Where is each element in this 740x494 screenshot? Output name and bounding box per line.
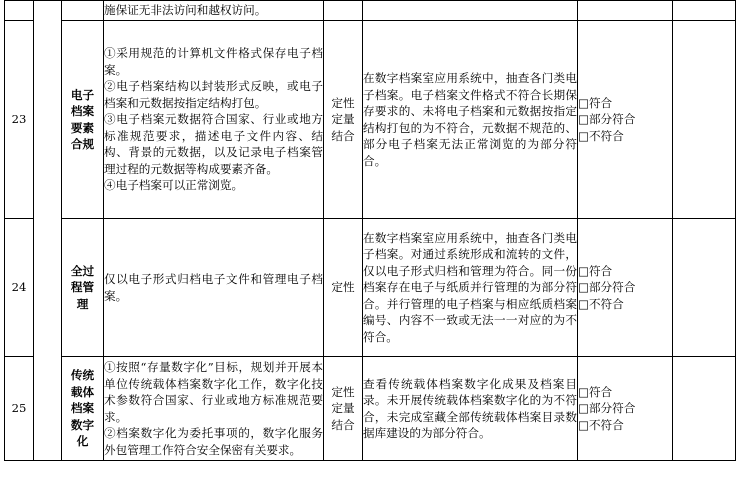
method-text: 定量 — [331, 401, 355, 416]
checkbox-nonconform[interactable]: □不符合 — [578, 417, 624, 432]
row-number-cell: 24 — [5, 219, 34, 357]
item-text: 档案 — [70, 104, 95, 118]
item-text: 载体 — [70, 384, 95, 399]
result-cell — [578, 1, 673, 21]
requirement-text: ②档案数字化为委托事项的，数字化服务外包管理工作符合安全保密有关要求。 — [104, 426, 323, 457]
requirement-cell — [104, 219, 324, 357]
evaluation-cell — [363, 1, 578, 21]
requirement-cell — [104, 1, 324, 21]
result-cell — [578, 357, 673, 461]
checkbox-nonconform[interactable]: □不符合 — [578, 296, 624, 311]
method-text: 定性 — [331, 384, 355, 399]
item-cell — [62, 1, 104, 21]
score-cell — [673, 219, 736, 357]
requirement-text: ③电子档案元数据符合国家、行业或地方标准规范要求，描述电子文件内容、结构、背景的元数据，以及记录电子档案管理过程的元数据等构成要素齐备。 — [104, 112, 323, 176]
method-cell — [324, 357, 363, 461]
evaluation-cell — [363, 219, 578, 357]
table-row-23 — [5, 21, 736, 219]
row-number-cell: 25 — [5, 357, 34, 461]
requirement-cell — [104, 21, 324, 219]
checkbox-conform[interactable]: □符合 — [578, 95, 613, 110]
score-cell — [673, 357, 736, 461]
item-text: 理 — [76, 296, 89, 311]
requirement-text: ①采用规范的计算机文件格式保存电子档案。 — [104, 46, 323, 77]
table-row-25 — [5, 357, 736, 461]
method-cell — [324, 1, 363, 21]
score-cell — [673, 21, 736, 219]
item-text: 档案 — [70, 401, 95, 416]
item-text: 传统 — [70, 368, 95, 383]
evaluation-cell — [363, 357, 578, 461]
evaluation-text: 查看传统载体档案数字化成果及档案目录。未开展传统载体档案数字化的为不符合，未完成室藏全部传统载体档案目录数据库建设的为部分符合。 — [363, 376, 577, 440]
evaluation-cell — [363, 21, 578, 219]
item-text: 合规 — [70, 137, 95, 151]
method-text: 定量 — [331, 112, 355, 127]
checkbox-partial-conform[interactable]: □部分符合 — [578, 112, 636, 127]
method-text: 结合 — [331, 417, 355, 432]
item-text: 程管 — [70, 280, 95, 295]
item-text: 数字 — [70, 417, 95, 432]
requirement-cell — [104, 357, 324, 461]
item-text: 全过 — [70, 263, 95, 278]
row-number-cell: 23 — [5, 21, 34, 219]
item-cell — [62, 219, 104, 357]
checkbox-conform[interactable]: □符合 — [578, 263, 613, 278]
method-text: 定性 — [331, 280, 355, 295]
requirement-text: ④电子档案可以正常浏览。 — [104, 178, 244, 193]
requirement-text: 仅以电子形式归档电子文件和管理电子档案。 — [104, 272, 323, 303]
checkbox-partial-conform[interactable]: □部分符合 — [578, 401, 636, 416]
evaluation-text: 在数字档案室应用系统中，抽查各门类电子档案。电子档案文件格式不符合长期保存要求的、未将电子档案和元数据按指定结构打包的为不符合，元数据不规范的、部分电子档案无法正常浏览的为部分符合。 — [363, 71, 577, 168]
method-cell — [324, 21, 363, 219]
method-text: 定性 — [331, 95, 355, 110]
evaluation-text: 在数字档案室应用系统中，抽查各门类电子档案。对通过系统形成和流转的文件，仅以电子形式归档和管理为符合。同一份档案存在电子与纸质并行管理的为部分符合。并行管理的电子档案与相应纸质档案编号、内容不一致或无法一一对应的为不符合。 — [363, 230, 577, 344]
requirement-text: ②电子档案结构以封装形式反映，或电子档案和元数据按指定结构打包。 — [104, 79, 323, 110]
checkbox-conform[interactable]: □符合 — [578, 384, 613, 399]
table-row-24 — [5, 219, 736, 357]
checkbox-partial-conform[interactable]: □部分符合 — [578, 280, 636, 295]
table-row-carry-over — [5, 1, 736, 21]
item-text: 电子 — [70, 87, 95, 102]
result-cell — [578, 21, 673, 219]
item-text: 化 — [76, 434, 89, 449]
category-cell — [34, 1, 62, 461]
requirement-text: ①按照“存量数字化”目标，规划并开展本单位传统载体档案数字化工作，数字化技术参数符合国家、行业或地方标准规范要求。 — [104, 360, 323, 424]
item-cell — [62, 357, 104, 461]
method-cell — [324, 219, 363, 357]
checkbox-nonconform[interactable]: □不符合 — [578, 128, 624, 143]
item-text: 要素 — [70, 120, 95, 135]
result-cell — [578, 219, 673, 357]
requirement-text: 施保证无非法访问和越权访问。 — [104, 3, 267, 18]
score-cell — [673, 1, 736, 21]
row-number-cell — [5, 1, 34, 21]
evaluation-table — [4, 0, 736, 461]
item-cell — [62, 21, 104, 219]
method-text: 结合 — [331, 128, 355, 143]
